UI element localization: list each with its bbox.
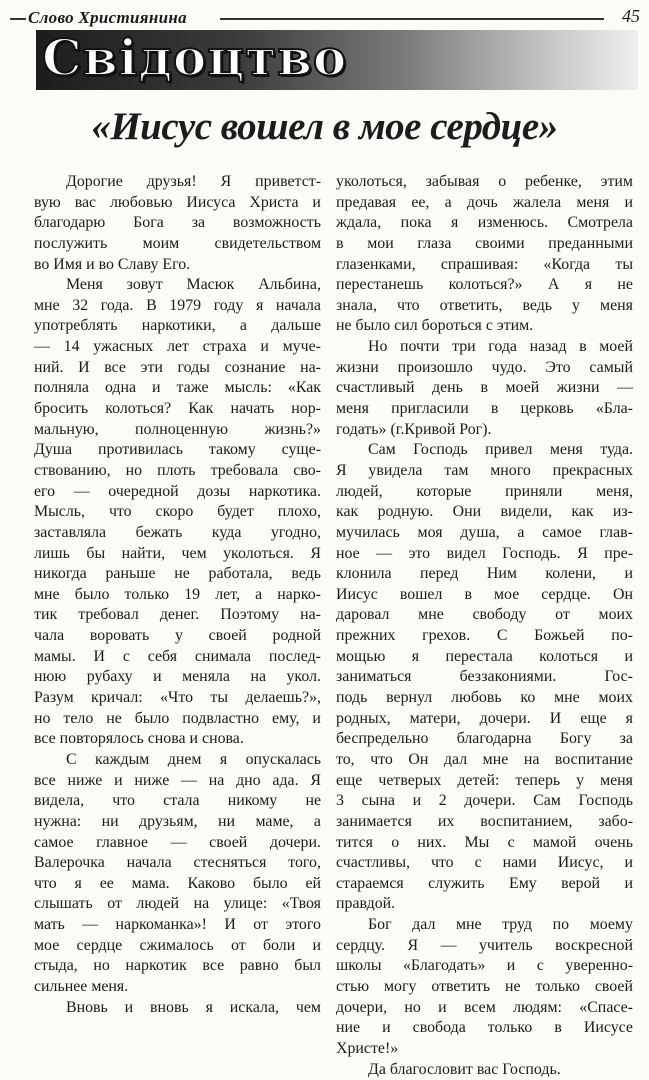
text-line: ние и свобода только в Иисусе	[336, 1019, 633, 1037]
text-line: Христе!»	[336, 1039, 399, 1057]
text-line: стараемся служить Ему верой и	[336, 874, 633, 892]
publication-name: Слово Християнина	[28, 8, 193, 28]
text-line: клонила перед Ним колени, и	[336, 565, 633, 583]
text-line: полняла одна и таже мысль: «Как	[34, 379, 321, 397]
text-line: прежних грехов. С Божьей по-	[336, 627, 633, 645]
text-line: самое главное — своей дочери.	[34, 833, 321, 851]
text-line: Вновь и вновь я искала, чем	[66, 998, 321, 1016]
text-line: Дорогие друзья! Я приветст-	[66, 173, 321, 190]
text-line: бросить колоться? Как начать нор-	[34, 400, 321, 418]
text-line: правдой.	[336, 895, 396, 913]
text-line: заниматься беззакониями. Гос-	[336, 668, 633, 686]
text-line: ное — это видел Господь. Я пре-	[336, 544, 633, 562]
text-line: лишь бы найти, чем уколоться. Я	[34, 544, 321, 562]
text-line: мощью я перестала колоться и	[336, 647, 633, 665]
text-line: мальную, полноценную жизнь?»	[34, 420, 321, 438]
text-line: тится о них. Мы с мамой очень	[336, 833, 633, 851]
text-line: то, что Он дал мне на воспитание	[336, 750, 633, 768]
text-line: слышать от людей на улице: «Твоя	[34, 895, 321, 913]
text-line: уколоться, забывая о ребенке, этим	[336, 173, 633, 190]
text-line: его — очередной дозы наркотика.	[34, 482, 321, 500]
text-line: мое сердце сжималось от боли и	[34, 936, 321, 954]
text-line: мне было только 19 лет, а нарко-	[34, 585, 321, 603]
text-line: глазенками, спрашивая: «Когда ты	[336, 255, 633, 273]
text-line: Я увидела там много прекрасных	[336, 461, 633, 479]
text-line: Мысль, что скоро будет плохо,	[34, 503, 321, 521]
text-line: подь вернул любовь ко мне моих	[336, 689, 633, 707]
text-line: все ниже и ниже — на дно ада. Я	[34, 771, 321, 789]
header-rule-left	[10, 18, 26, 20]
text-line: заставляла бежать куда угодно,	[34, 523, 321, 541]
text-line: Меня зовут Масюк Альбина,	[66, 276, 321, 294]
text-line: все повторялось снова и снова.	[34, 730, 244, 748]
text-line: послужить моим свидетельством	[34, 234, 321, 252]
text-line: что я ее мама. Каково было ей	[34, 874, 321, 892]
text-line: занимается их воспитанием, забо-	[336, 812, 633, 830]
text-line: мне 32 года. В 1979 году я начала	[34, 296, 321, 314]
text-line: С каждым днем я опускалась	[66, 750, 321, 768]
text-line: мучилась моя душа, а самое глав-	[336, 523, 633, 541]
text-line: еще четверых детей: теперь у меня	[336, 771, 633, 789]
text-line: ждала, пока я изменюсь. Смотрела	[336, 214, 633, 232]
text-line: ний. И все эти годы сознание на-	[34, 358, 321, 376]
text-line: стыда, но наркотик все равно был	[34, 957, 321, 975]
article-headline: «Иисус вошел в мое сердце»	[91, 105, 558, 148]
text-line: во Имя и во Славу Его.	[34, 255, 191, 273]
text-line: благодарю Бога за возможность	[34, 214, 321, 232]
text-line: нюю рубаху и меняла на укол.	[34, 668, 321, 686]
text-line: никогда раньше не работала, ведь	[34, 565, 321, 583]
text-line: Бог дал мне труд по моему	[368, 916, 633, 934]
text-line: употреблять наркотики, а дальше	[34, 317, 321, 335]
text-line: но тело не было подвластно ему, и	[34, 709, 321, 727]
text-line: тик требовал денег. Поэтому на-	[34, 606, 321, 624]
text-line: предавая ее, а дочь жалела меня и	[336, 193, 633, 211]
header-rule-right	[220, 18, 604, 20]
text-line: мать — наркоманка»! И от этого	[34, 916, 321, 934]
text-line: людей, которые приняли меня,	[336, 482, 633, 500]
text-line: Иисус вошел в мое сердце. Он	[336, 585, 633, 603]
text-line: счастливый день в моей жизни —	[336, 379, 633, 397]
text-line: беспредельно благодарна Богу за	[336, 730, 633, 748]
text-line: стью могу ответить не только своей	[336, 977, 633, 995]
text-line: знала, что ответить, ведь у меня	[336, 296, 633, 314]
text-line: как родную. Они видели, как из-	[336, 503, 633, 521]
text-line: Душа противилась такому суще-	[34, 441, 321, 459]
section-banner-edge	[20, 30, 36, 90]
text-line: родных, матери, дочери. И еще я	[336, 709, 633, 727]
text-line: в мои глаза своими преданными	[336, 234, 633, 252]
text-line: Но почти три года назад в моей	[368, 338, 633, 356]
text-line: нужна: ни друзьям, ни маме, а	[34, 812, 321, 830]
text-line: годать» (г.Кривой Рог).	[336, 420, 492, 438]
text-line: меня пригласили в церковь «Бла-	[336, 400, 633, 418]
text-line: школы «Благодать» и с уверенно-	[336, 957, 633, 975]
text-line: ствованию, но плоть требовала сво-	[34, 461, 321, 479]
text-line: жизни произошло чудо. Это самый	[336, 358, 633, 376]
text-line: Валерочка начала стесняться того,	[34, 854, 321, 872]
text-line: счастливы, что с нами Иисус, и	[336, 854, 633, 872]
text-line: Разум кричал: «Что ты делаешь?»,	[34, 689, 321, 707]
text-line: Сам Господь привел меня туда.	[368, 441, 633, 459]
text-line: — 14 ужасных лет страха и муче-	[34, 338, 321, 356]
text-line: не было сил бороться с этим.	[336, 317, 534, 335]
text-line: Да благословит вас Господь.	[368, 1060, 561, 1078]
text-line: видела, что стала никому не	[34, 792, 321, 810]
section-title: Свідоцтво	[42, 28, 348, 87]
text-line: перестанешь колоться?» А я не	[336, 276, 633, 294]
text-line: дочери, но и всем людям: «Спасе-	[336, 998, 633, 1016]
text-line: сильнее меня.	[34, 977, 129, 995]
text-line: чала воровать у своей родной	[34, 627, 321, 645]
text-line: сердцу. Я — учитель воскресной	[336, 936, 633, 954]
article-column-left	[34, 172, 321, 1018]
page-number: 45	[622, 6, 640, 26]
article-column-right	[336, 172, 633, 1080]
text-line: 3 сына и 2 дочери. Сам Господь	[336, 792, 633, 810]
text-line: вую вас любовью Иисуса Христа и	[34, 193, 321, 211]
text-line: мамы. И с себя снимала послед-	[34, 647, 321, 665]
text-line: даровал мне свободу от моих	[336, 606, 633, 624]
